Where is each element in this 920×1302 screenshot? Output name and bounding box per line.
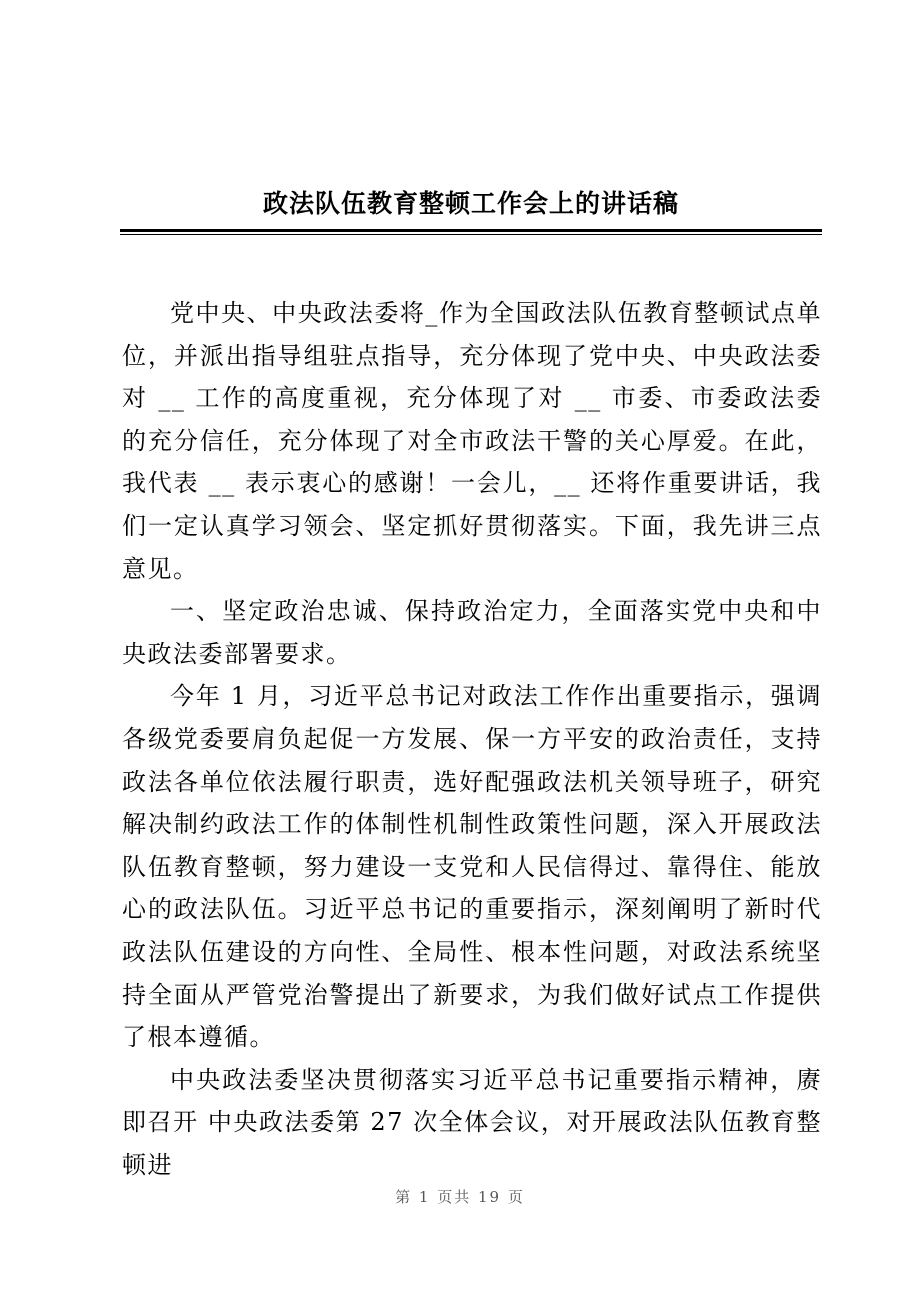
paragraph: 今年 1 月，习近平总书记对政法工作作出重要指示，强调各级党委要肩负起促一方发展、保一方平安的政治责任，支持政法各单位依法履行职责，选好配强政法机关领导班子，研究解决制约政法工作的体制性机制性政策性问题，深入开展政法队伍教育整顿，努力建设一支党和人民信得过、靠得住、能放心的政法队伍。习近平总书记的重要指示，深刻阐明了新时代政法队伍建设的方向性、全局性、根本性问题，对政法系统坚持全面从严管党治警提出了新要求，为我们做好试点工作提供了根本遵循。 (122, 682, 822, 1052)
page-number-footer: 第 1 页共 19 页 (395, 1188, 525, 1206)
title-underline-thick (120, 229, 822, 232)
document-body (122, 292, 822, 1186)
paragraph: 中央政法委坚决贯彻落实习近平总书记重要指示精神，赓即召开 中央政法委第 27 次全体会议，对开展政法队伍教育整顿进 (122, 1065, 822, 1179)
paragraph: 党中央、中央政法委将_作为全国政法队伍教育整顿试点单位，并派出指导组驻点指导，充分体现了党中央、中央政法委对 __ 工作的高度重视，充分体现了对 __ 市委、市委政法委的充分信任，充分体现了对全市政法干警的关心厚爱。在此，我代表 __ 表示衷心的感谢！一会儿，__ 还将作重要讲话，我们一定认真学习领会、坚定抓好贯彻落实。下面，我先讲三点意见。 (122, 299, 822, 583)
document-title: 政法队伍教育整顿工作会上的讲话稿 (262, 189, 679, 218)
paragraph: 一、坚定政治忠诚、保持政治定力，全面落实党中央和中央政法委部署要求。 (122, 597, 822, 668)
title-underline-thin (120, 234, 822, 235)
